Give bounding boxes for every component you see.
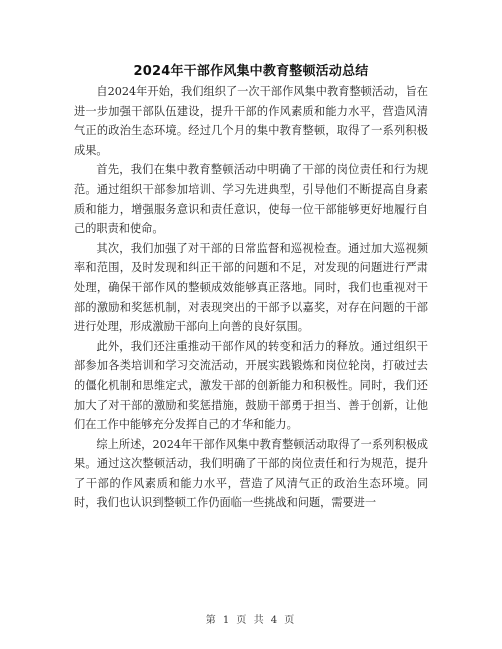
paragraph-first: 首先，我们在集中教育整顿活动中明确了干部的岗位责任和行为规范。通过组织干部参加培训、学习先进典型，引导他们不断提高自身素质和能力，增强服务意识和责任意识，使每一位干部能够更好地履行自己的职责和使命。 (74, 163, 428, 236)
page-number-footer: 第 1 页 共 4 页 (205, 615, 297, 626)
paragraph-third: 此外，我们还注重推动干部作风的转变和活力的释放。通过组织干部参加各类培训和学习交流活动，开展实践锻炼和岗位轮岗，打破过去的僵化机制和思维定式，激发干部的创新能力和积极性。同时，我们还加大了对干部的激励和奖惩措施，鼓励干部勇于担当、善于创新，让他们在工作中能够充分发挥自己的才华和能力。 (74, 339, 428, 432)
paragraph-second: 其次，我们加强了对干部的日常监督和巡视检查。通过加大巡视频率和范围，及时发现和纠正干部的问题和不足，对发现的问题进行严肃处理，确保干部作风的整顿成效能够真正落地。同时，我们也重视对干部的激励和奖惩机制，对表现突出的干部予以嘉奖，对存在问题的干部进行处理，形成激励干部向上向善的良好氛围。 (74, 241, 428, 334)
document-title: 2024年干部作风集中教育整顿活动总结 (133, 64, 369, 79)
document-body (74, 82, 428, 513)
paragraph-intro: 自2024年开始，我们组织了一次干部作风集中教育整顿活动，旨在进一步加强干部队伍建设，提升干部的作风素质和能力水平，营造风清气正的政治生态环境。经过几个月的集中教育整顿，取得了一系列积极成果。 (74, 85, 428, 157)
paragraph-summary: 综上所述，2024年干部作风集中教育整顿活动取得了一系列积极成果。通过这次整顿活动，我们明确了干部的岗位责任和行为规范，提升了干部的作风素质和能力水平，营造了风清气正的政治生态环境。同时，我们也认识到整顿工作仍面临一些挑战和问题，需要进一 (74, 437, 428, 510)
